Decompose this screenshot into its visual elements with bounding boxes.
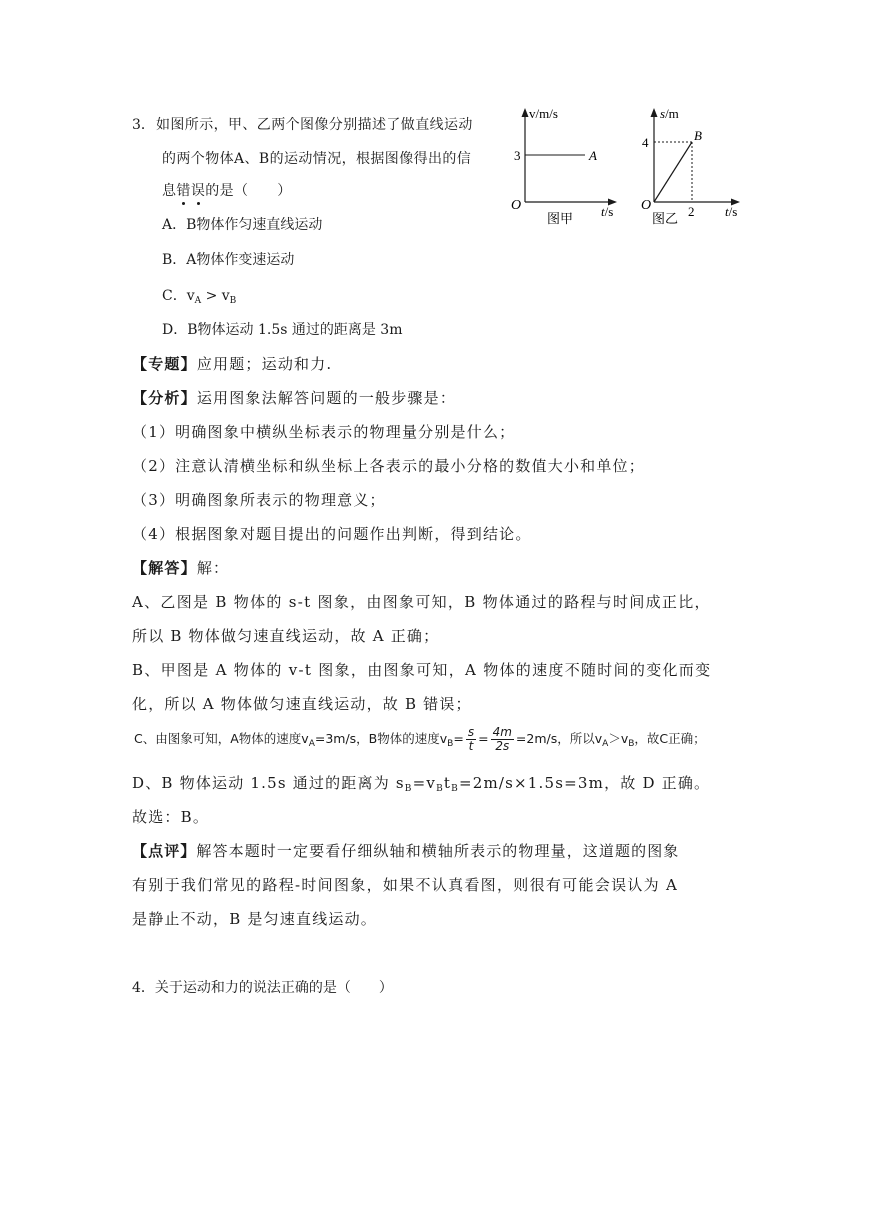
- answer-b-line2: 化，所以 A 物体做匀速直线运动，故 B 错误；: [132, 695, 472, 713]
- y-value-label: 4: [642, 135, 649, 150]
- y-axis-label: v/m/s: [529, 106, 558, 121]
- line-label-a: A: [589, 148, 597, 163]
- choose-line: 故选：B。: [132, 808, 210, 826]
- q3-option-b: B．A物体作变速运动: [162, 252, 295, 268]
- emphasis-dot-char: 错: [176, 183, 191, 199]
- answer-d-line: D、B 物体运动 1.5s 通过的距离为 $s_B=v_Bt_B=2m/s\times 1.5s=3m$，故 D 正确。: [132, 774, 711, 794]
- analysis-step-4: （4）根据图象对题目提出的问题作出判断，得到结论。: [132, 525, 532, 543]
- q3-stem-line1: 如图所示，甲、乙两个图像分别描述了做直线运动: [156, 117, 473, 133]
- distance-line-b: [654, 142, 692, 202]
- figure-jia-vt-graph: [505, 104, 625, 232]
- q3-option-a: A．B物体作匀速直线运动: [162, 217, 323, 233]
- analysis-step-2: （2）注意认清横坐标和纵坐标上各表示的最小分格的数值大小和单位；: [132, 457, 645, 475]
- x-axis-label: t/s: [601, 204, 614, 219]
- analysis-step-1: （1）明确图象中横纵坐标表示的物理量分别是什么；: [132, 423, 516, 441]
- x-value-label: 2: [688, 204, 695, 219]
- comment-line3: 是静止不动，B 是匀速直线运动。: [132, 910, 377, 928]
- q3-stem-line2: 的两个物体A、B的运动情况，根据图像得出的信: [162, 151, 472, 167]
- point-label-b: B: [694, 128, 702, 143]
- answer-b-line1: B、甲图是 A 物体的 v-t 图象，由图象可知，A 物体的速度不随时间的变化而变: [132, 661, 712, 679]
- fraction-4m-over-2s: $\frac{4m}{2s}$: [492, 725, 512, 753]
- fraction-s-over-t: $\frac{s}{t}$: [467, 725, 475, 753]
- answer-a-line1: A、乙图是 B 物体的 s-t 图象，由图象可知，B 物体通过的路程与时间成正比，: [132, 593, 711, 611]
- y-axis-arrow: [522, 108, 529, 117]
- x-axis-label: t/s: [725, 204, 738, 219]
- origin-label: O: [511, 198, 522, 213]
- y-value-label: 3: [514, 148, 521, 163]
- analysis-label: 【分析】: [132, 389, 197, 407]
- comment-label: 【点评】: [132, 842, 197, 860]
- answer-label: 【解答】: [132, 559, 197, 577]
- comment-line1: 【点评】解答本题时一定要看仔细纵轴和横轴所表示的物理量，这道题的图象: [132, 842, 680, 860]
- q4-stem: 4．关于运动和力的说法正确的是（ ）: [132, 980, 393, 996]
- q3-option-c: C．$v_A > v_B$: [162, 288, 237, 306]
- figure-caption-jia: 图甲: [547, 211, 574, 226]
- figure-caption-yi: 图乙: [652, 211, 679, 226]
- analysis-step-3: （3）明确图象所表示的物理意义；: [132, 491, 386, 509]
- y-axis-arrow: [651, 108, 658, 117]
- answer-c-line: C、由图象可知，A物体的速度$v_A=3m/s$，B物体的速度$v_B=$ $\frac{s}{t}$ = $\frac{4m}{2s}$ =2m/s，所以$v_A>v_B$，故C正确；: [134, 725, 706, 753]
- y-axis-label: s/m: [660, 106, 679, 121]
- q3-option-d: D．B物体运动 1.5s 通过的距离是 3m: [162, 322, 403, 338]
- answer-a-line2: 所以 B 物体做匀速直线运动，故 A 正确；: [132, 627, 440, 645]
- emphasis-dot-char: 误: [190, 183, 206, 199]
- figure-yi-st-graph: [640, 104, 750, 232]
- answer-line: 【解答】解：: [132, 559, 230, 577]
- topic-label: 【专题】: [132, 355, 197, 373]
- origin-label: O: [641, 198, 652, 213]
- q3-number: 3．: [132, 117, 155, 133]
- analysis-line: 【分析】运用图象法解答问题的一般步骤是：: [132, 389, 457, 407]
- comment-line2: 有别于我们常见的路程-时间图象，如果不认真看图，则很有可能会误认为 A: [132, 876, 679, 894]
- topic-line: 【专题】应用题；运动和力.: [132, 355, 333, 373]
- q3-stem-line3: 息错误的是（ ）: [162, 183, 292, 199]
